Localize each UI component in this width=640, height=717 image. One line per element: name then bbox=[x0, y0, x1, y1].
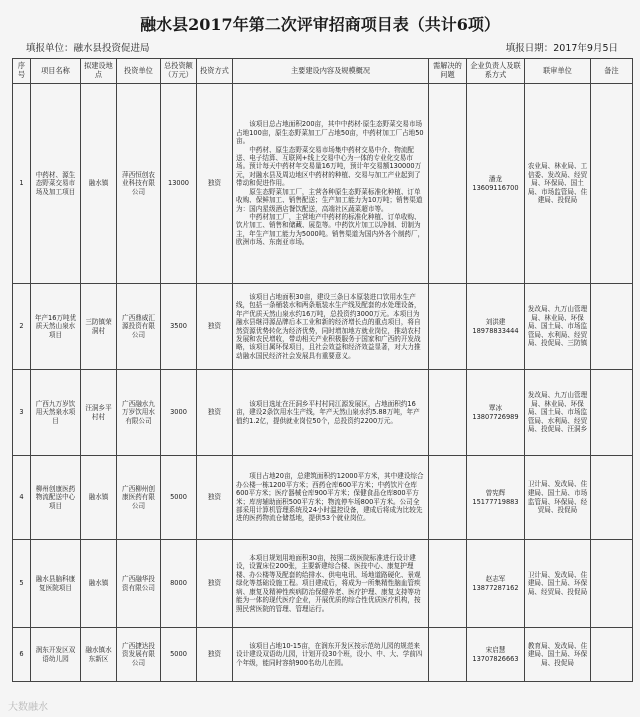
cell-contact: 曾宪辉 15177719883 bbox=[467, 456, 525, 540]
cell-location: 汪洞乡平村村 bbox=[81, 370, 117, 456]
table-row bbox=[13, 284, 633, 370]
content-paragraph: 该项目占地10-15亩，在润东开发区按示范幼儿园的规范来设计建设双语幼儿园，计划开设30个班，设小、中、大、学前四个年级，能同时容纳900名幼儿在园。 bbox=[236, 641, 423, 667]
cell-issues bbox=[429, 628, 467, 682]
cell-mode: 独资 bbox=[197, 540, 233, 628]
table-row bbox=[13, 628, 633, 682]
cell-investor: 广西捷达投资发展有限公司 bbox=[117, 628, 161, 682]
cell-name: 年产16万吨优质天然山泉水项目 bbox=[31, 284, 81, 370]
cell-note bbox=[591, 540, 633, 628]
cell-no: 5 bbox=[13, 540, 31, 628]
cell-contact: 覃冰 13807726989 bbox=[467, 370, 525, 456]
cell-content bbox=[233, 628, 429, 682]
cell-contact: 潘龙 13609116700 bbox=[467, 84, 525, 284]
cell-no: 3 bbox=[13, 370, 31, 456]
cell-location: 融水镇水东新区 bbox=[81, 628, 117, 682]
cell-location: 融水镇 bbox=[81, 456, 117, 540]
cell-contact: 刘洪建 18978833444 bbox=[467, 284, 525, 370]
cell-issues bbox=[429, 84, 467, 284]
watermark: 大数融水 bbox=[8, 702, 48, 713]
cell-investor: 萍西恒创农业科技有限公司 bbox=[117, 84, 161, 284]
document-title: 融水县2017年第二次评审招商项目表（共计6项） bbox=[140, 15, 500, 34]
cell-depts: 发改局、九万山管理局、林业局、环保局、国土局、市场监管局、水利局、经贸局、投促局、三防镇 bbox=[525, 284, 591, 370]
cell-location: 融水镇 bbox=[81, 84, 117, 284]
cell-content bbox=[233, 540, 429, 628]
cell-note bbox=[591, 628, 633, 682]
cell-amount: 13000 bbox=[161, 84, 197, 284]
cell-amount: 3500 bbox=[161, 284, 197, 370]
cell-content bbox=[233, 456, 429, 540]
header-note: 备注 bbox=[591, 59, 633, 84]
cell-location: 融水镇 bbox=[81, 540, 117, 628]
cell-depts: 农业局、林业局、工信委、发改局、经贸局、环保局、国土局、市场监管局、住建局、投促局 bbox=[525, 84, 591, 284]
header-depts: 联审单位 bbox=[525, 59, 591, 84]
header-issues: 需解决的问题 bbox=[429, 59, 467, 84]
cell-amount: 5000 bbox=[161, 456, 197, 540]
cell-depts: 卫计局、发改局、住建局、国土局、市场监管局、环保局、经贸局、投促局 bbox=[525, 456, 591, 540]
cell-amount: 5000 bbox=[161, 628, 197, 682]
cell-amount: 3000 bbox=[161, 370, 197, 456]
cell-mode: 独资 bbox=[197, 456, 233, 540]
cell-contact: 宋启慧 13707826663 bbox=[467, 628, 525, 682]
content-paragraph: 原生态野菜加工厂，主营各种原生态野菜标准化种植、订单收购、保鲜加工、销售配送；生产加工能力为10万吨；销售渠道为：国内星级酒店餐饮配送，高端社区蔬菜超市等。 bbox=[236, 187, 423, 213]
cell-note bbox=[591, 284, 633, 370]
table-row bbox=[13, 370, 633, 456]
table-row bbox=[13, 84, 633, 284]
reporting-unit: 填报单位：融水县投资促进局 bbox=[26, 43, 150, 54]
cell-name: 柳州创康医药物流配送中心项目 bbox=[31, 456, 81, 540]
cell-note bbox=[591, 370, 633, 456]
cell-no: 1 bbox=[13, 84, 31, 284]
cell-no: 2 bbox=[13, 284, 31, 370]
cell-note bbox=[591, 84, 633, 284]
cell-name: 润东开发区双语幼儿园 bbox=[31, 628, 81, 682]
projects-table bbox=[12, 58, 633, 682]
cell-location: 三防镇荣洞村 bbox=[81, 284, 117, 370]
cell-contact: 赵志军 13877287162 bbox=[467, 540, 525, 628]
header-no: 序号 bbox=[13, 59, 31, 84]
header-investor: 投资单位 bbox=[117, 59, 161, 84]
cell-mode: 独资 bbox=[197, 284, 233, 370]
cell-issues bbox=[429, 540, 467, 628]
cell-issues bbox=[429, 456, 467, 540]
cell-investor: 广西柳州创康医药有限公司 bbox=[117, 456, 161, 540]
cell-content bbox=[233, 284, 429, 370]
cell-mode: 独资 bbox=[197, 628, 233, 682]
content-paragraph: 本项目规划用地面积30亩，按照二级医院标准进行设计建设，设置床位200张，主要新建综合楼、医技中心、康复护理楼、办公楼等及配套的给排水、供电电讯、场地道路硬化、景观绿化等基础设施工程。项目建成后，将成为一所集精性脑血管疾病、康复及精神性疾病防治保健养老、医疗护理、康复支持等功能为一体的现代医疗企业，开展优质的综合性优质医疗机构，按照民营医院的管理、管理运行。 bbox=[236, 554, 421, 613]
cell-investor: 广西鼎威汇源投资有限公司 bbox=[117, 284, 161, 370]
header-amount: 总投资额（万元） bbox=[161, 59, 197, 84]
cell-depts: 教育局、发改局、住建局、国土局、环保局、投促局 bbox=[525, 628, 591, 682]
cell-note bbox=[591, 456, 633, 540]
header-content: 主要建设内容及规模概况 bbox=[233, 59, 429, 84]
cell-mode: 独资 bbox=[197, 370, 233, 456]
header-location: 拟建设地点 bbox=[81, 59, 117, 84]
content-paragraph: 中药材加工厂，主营地产中药材的标准化种植、订单收购、饮片加工、销售和储藏、展览等。中药饮片加工以净制、切制为主，年生产加工能力为5000吨。销售渠道为国内外各个制药厂，欧洲市场、东南亚市场。 bbox=[236, 212, 425, 247]
content-paragraph: 中药材、原生态野菜交易市场集中药材交易中介、物流配送、电子结算、互联网+线上交易中心为一体的专业化交易市场。预计每天中药材年交易量16万吨，预计年交易额130000万元，对融水县及周边地区中药材的种植、交易与加工产业起到了带动和促进作用。 bbox=[236, 145, 422, 188]
content-paragraph: 该项目总占地面积200亩，其中中药材·原生态野菜交易市场占地100亩，原生态野菜加工厂占地50亩，中药材加工厂占地50亩。 bbox=[236, 120, 424, 146]
header-name: 项目名称 bbox=[31, 59, 81, 84]
header-contact: 企业负责人及联系方式 bbox=[467, 59, 525, 84]
cell-no: 4 bbox=[13, 456, 31, 540]
cell-mode: 独资 bbox=[197, 84, 233, 284]
table-row bbox=[13, 456, 633, 540]
cell-name: 广西九万岁饮用天然泉水项目 bbox=[31, 370, 81, 456]
cell-name: 中药材、源生态野菜交易市场及加工项目 bbox=[31, 84, 81, 284]
cell-issues bbox=[429, 284, 467, 370]
cell-investor: 广西融水九万岁饮用水有限公司 bbox=[117, 370, 161, 456]
cell-content bbox=[233, 370, 429, 456]
header-mode: 投资方式 bbox=[197, 59, 233, 84]
cell-amount: 8000 bbox=[161, 540, 197, 628]
table-row bbox=[13, 540, 633, 628]
cell-investor: 广西融华投资有限公司 bbox=[117, 540, 161, 628]
cell-name: 融水县脑科康复医院项目 bbox=[31, 540, 81, 628]
cell-depts: 卫计局、发改局、住建局、国土局、环保局、经贸局、投促局 bbox=[525, 540, 591, 628]
reporting-date: 填报日期：2017年9月5日 bbox=[505, 43, 618, 54]
cell-issues bbox=[429, 370, 467, 456]
cell-content bbox=[233, 84, 429, 284]
cell-no: 6 bbox=[13, 628, 31, 682]
content-paragraph: 该项目选址在汪洞乡平村村同江源发展区，占地面积约16亩，建设2条饮用水生产线，年产天然山泉水约5.88万吨，年产值约1.2亿，提供就业岗位50个，总投资约2200万元。 bbox=[236, 399, 420, 425]
content-paragraph: 项目占地20亩，总建筑面积约12000平方米，其中建设综合办公楼一栋1200平方米；西药仓库600平方米；中药饮片仓库600平方米；医疗器械仓库900平方米；保健食品仓库800平方米；库房辅助面积500平方米；物流停车场800平方米。公司全部采用计算机管理系统及24小时温控设备，建成后将成为比较先进的医药物流仓储基地，提供53个就业岗位。 bbox=[236, 472, 424, 523]
content-paragraph: 该项目占地面积30亩，建设三条日本原装进口饮用水生产线，包括一条桶装水和两条瓶装水生产线及配套的水处理设备，年产优质天然山泉水约16万吨，总投资约3000万元。本项目为融水县继浔源品牌后本工业和新的经济增长点的重点项目，将自然资源优势转化为经济优势，同时增加地方就业岗位，推动农村发展和农民增收，带动相关产业积极服务于国家和广西的开发战略，该项目属环保项目，且社会效益和经济效益显著，对大力推动融水国民经济社会发展具有重要意义。 bbox=[236, 292, 421, 360]
table-header-row bbox=[13, 59, 633, 84]
cell-depts: 发改局、九万山管理局、林业局、环保局、国土局、市场监管局、水利局、经贸局、投促局、汪洞乡 bbox=[525, 370, 591, 456]
